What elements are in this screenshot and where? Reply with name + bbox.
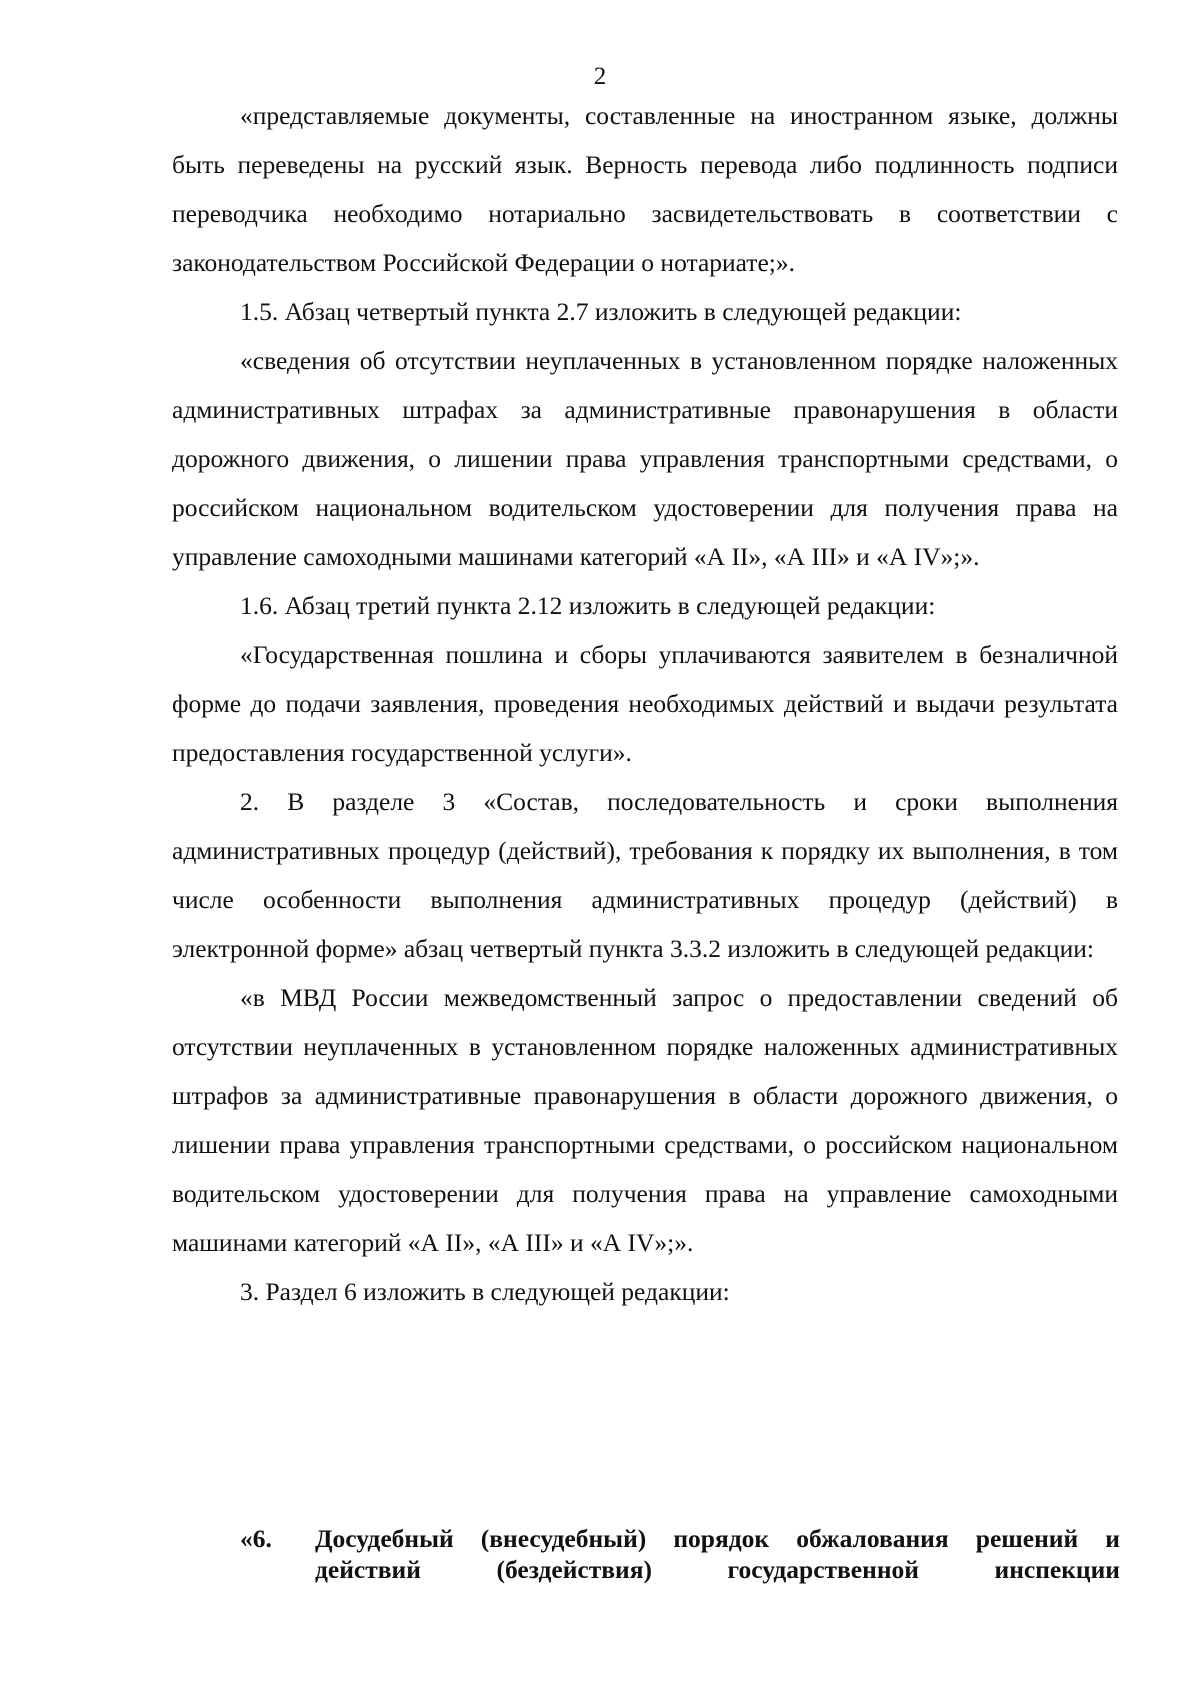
section-heading bbox=[240, 1523, 1120, 1585]
section-heading-number: «6. bbox=[240, 1524, 272, 1553]
paragraph-amendment-1-6: 1.6. Абзац третий пункта 2.12 изложить в следующей редакции: bbox=[240, 591, 936, 620]
paragraph-mvd-request: «в МВД России межведомственный запрос о предоставлении сведений об отсутствии неуплаченных в установленном порядке наложенных административных штрафов за административные правонарушения в области дорожного движения, о лишении права управления транспортными средствами, о российском национальном водительском удостоверении для получения права на управление самоходными машинами категорий «А II», «А III» и «А IV»;». bbox=[172, 983, 1118, 1257]
paragraph-state-duty: «Государственная пошлина и сборы уплачиваются заявителем в безналичной форме до подачи заявления, проведения необходимых действий и выдачи результата предоставления государственной услуги». bbox=[172, 640, 1118, 767]
paragraph-amendment-1-5: 1.5. Абзац четвертый пункта 2.7 изложить в следующей редакции: bbox=[240, 297, 962, 326]
page-number: 2 bbox=[593, 63, 607, 90]
paragraph-fines-information: «сведения об отсутствии неуплаченных в установленном порядке наложенных административных штрафах за административные правонарушения в области дорожного движения, о лишении права управления транспортными средствами, о российском национальном водительском удостоверении для получения права на управление самоходными машинами категорий «А II», «А III» и «А IV»;». bbox=[172, 346, 1118, 571]
section-heading-text: Досудебный (внесудебный) порядок обжалования решений и действий (бездействия) государственной инспекции bbox=[315, 1524, 1120, 1584]
paragraph-translation-requirement: «представляемые документы, составленные на иностранном языке, должны быть переведены на русский язык. Верность перевода либо подлинность подписи переводчика необходимо нотариально засвидетельствовать в соответствии с законодательством Российской Федерации о нотариате;». bbox=[172, 101, 1118, 277]
document-body bbox=[172, 91, 1118, 1316]
paragraph-section-6-amendment: 3. Раздел 6 изложить в следующей редакции: bbox=[240, 1277, 730, 1306]
paragraph-section-3-amendment: 2. В разделе 3 «Состав, последовательность и сроки выполнения административных процедур (действий), требования к порядку их выполнения, в том числе особенности выполнения административных процедур (действий) в электронной форме» абзац четвертый пункта 3.3.2 изложить в следующей редакции: bbox=[172, 787, 1118, 963]
